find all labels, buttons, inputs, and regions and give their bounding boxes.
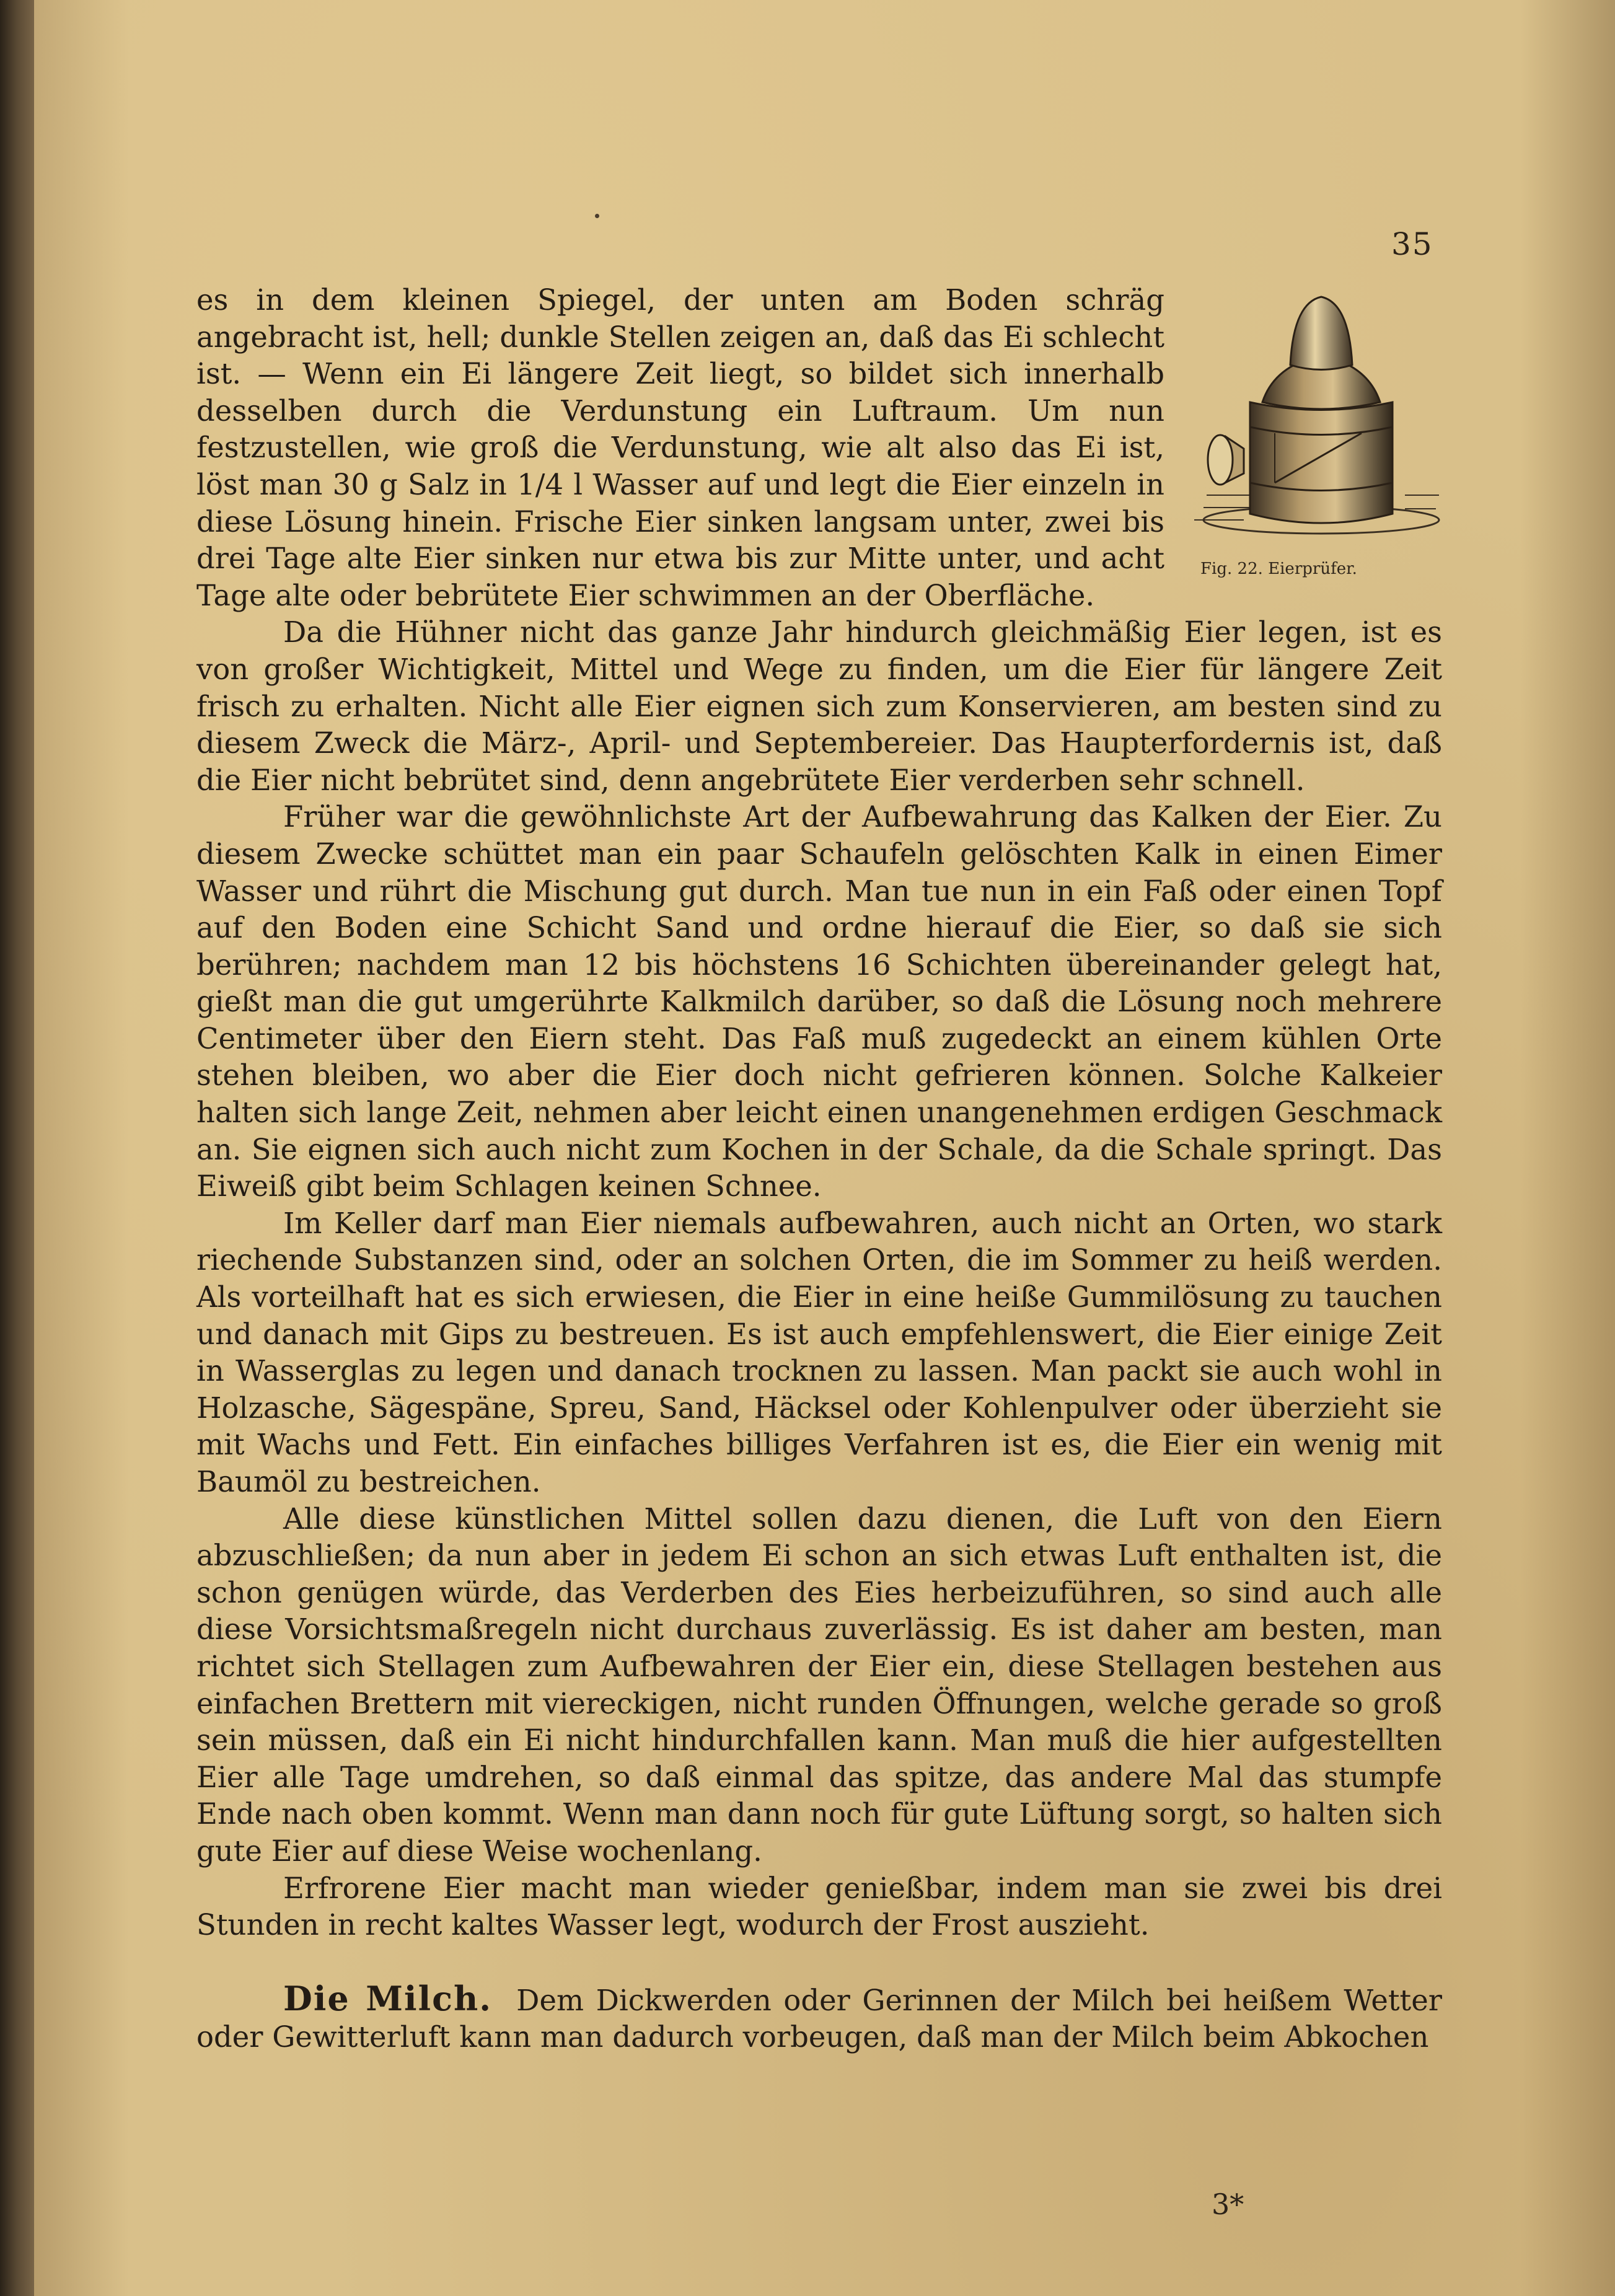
book-page bbox=[34, 0, 1615, 2296]
section-milk bbox=[196, 1978, 1442, 2056]
page-body bbox=[196, 282, 1442, 2056]
section-heading: Die Milch. bbox=[283, 1978, 493, 2018]
paragraph-2: Da die Hühner nicht das ganze Jahr hindurch gleichmäßig Eier legen, ist es von großer Wichtigkeit, Mittel und Wege zu finden, um die Eier für längere Zeit frisch zu erhalten. Nicht alle Eier eignen sich zum Konservieren, am besten sind zu diesem Zweck die März-, April- und Septembereier. Das Haupterfordernis ist, daß die Eier nicht bebrütet sind, denn angebrütete Eier verderben sehr schnell. bbox=[196, 615, 1442, 797]
paragraph-4: Im Keller darf man Eier niemals aufbewahren, auch nicht an Orten, wo stark riechende Substanzen sind, oder an solchen Orten, die im Sommer zu heiß werden. Als vorteilhaft hat es sich erwiesen, die Eier in eine heiße Gummilösung zu tauchen und danach mit Gips zu bestreuen. Es ist auch empfehlenswert, die Eier einige Zeit in Wasserglas zu legen und danach trocknen zu lassen. Man packt sie auch wohl in Holzasche, Sägespäne, Spreu, Sand, Häcksel oder Kohlenpulver oder überzieht sie mit Wachs und Fett. Ein einfaches billiges Verfahren ist es, die Eier ein wenig mit Baumöl zu bestreichen. bbox=[196, 1206, 1442, 1498]
egg-tester-illustration-icon bbox=[1182, 278, 1442, 545]
printer-signature-mark: 3* bbox=[1212, 2188, 1244, 2221]
section-text: Dem Dickwerden oder Gerinnen der Milch bei heißem Wetter oder Gewitterluft kann man dadurch vorbeugen, daß man der Milch beim Abkochen bbox=[196, 1983, 1442, 2054]
paragraph-1: es in dem kleinen Spiegel, der unten am Boden schräg angebracht ist, hell; dunkle Stellen zeigen an, daß das Ei schlecht ist. — Wenn ein Ei längere Zeit liegt, so bildet sich innerhalb desselben durch die Verdunstung ein Luftraum. Um nun festzustellen, wie groß die Verdunstung, wie alt also das Ei ist, löst man 30 g Salz in 1/4 l Wasser auf und legt die Eier einzeln in diese Lösung hinein. Frische Eier sinken langsam unter, zwei bis drei Tage alte Eier sinken nur etwa bis zur Mitte unter, und acht Tage alte oder bebrütete Eier schwimmen an der Oberfläche. bbox=[196, 283, 1164, 612]
figure-egg-tester bbox=[1182, 278, 1442, 588]
paragraph-6: Erfrorene Eier macht man wieder genießbar, indem man sie zwei bis drei Stunden in recht kaltes Wasser legt, wodurch der Frost auszieht. bbox=[196, 1871, 1442, 1942]
ink-speck bbox=[595, 214, 599, 218]
paragraph-3: Früher war die gewöhnlichste Art der Aufbewahrung das Kalken der Eier. Zu diesem Zwecke schüttet man ein paar Schaufeln gelöschten Kalk in einen Eimer Wasser und rührt die Mischung gut durch. Man tue nun in ein Faß oder einen Topf auf den Boden eine Schicht Sand und ordne hierauf die Eier, so daß sie sich berühren; nachdem man 12 bis höchstens 16 Schichten übereinander gelegt hat, gießt man die gut umgerührte Kalkmilch darüber, so daß die Lösung noch mehrere Centimeter über den Eiern steht. Das Faß muß zugedeckt an einem kühlen Orte stehen bleiben, wo aber die Eier doch nicht gefrieren können. Solche Kalkeier halten sich lange Zeit, nehmen aber leicht einen unangenehmen erdigen Geschmack an. Sie eignen sich auch nicht zum Kochen in der Schale, da die Schale springt. Das Eiweiß gibt beim Schlagen keinen Schnee. bbox=[196, 800, 1442, 1203]
page-number: 35 bbox=[1391, 226, 1433, 262]
figure-caption: Fig. 22. Eierprüfer. bbox=[1200, 560, 1357, 578]
paragraph-5: Alle diese künstlichen Mittel sollen dazu dienen, die Luft von den Eiern abzuschließen; da nun aber in jedem Ei schon an sich etwas Luft enthalten ist, die schon genügen würde, das Verderben des Eies herbeizuführen, so sind auch alle diese Vorsichtsmaßregeln nicht durchaus zuverlässig. Es ist daher am besten, man richtet sich Stellagen zum Aufbewahren der Eier ein, diese Stellagen bestehen aus einfachen Brettern mit viereckigen, nicht runden Öffnungen, welche gerade so groß sein müssen, daß ein Ei nicht hindurchfallen kann. Man muß die hier aufgestellten Eier alle Tage umdrehen, so daß einmal das spitze, das andere Mal das stumpfe Ende nach oben kommt. Wenn man dann noch für gute Lüftung sorgt, so halten sich gute Eier auf diese Weise wochenlang. bbox=[196, 1502, 1442, 1868]
